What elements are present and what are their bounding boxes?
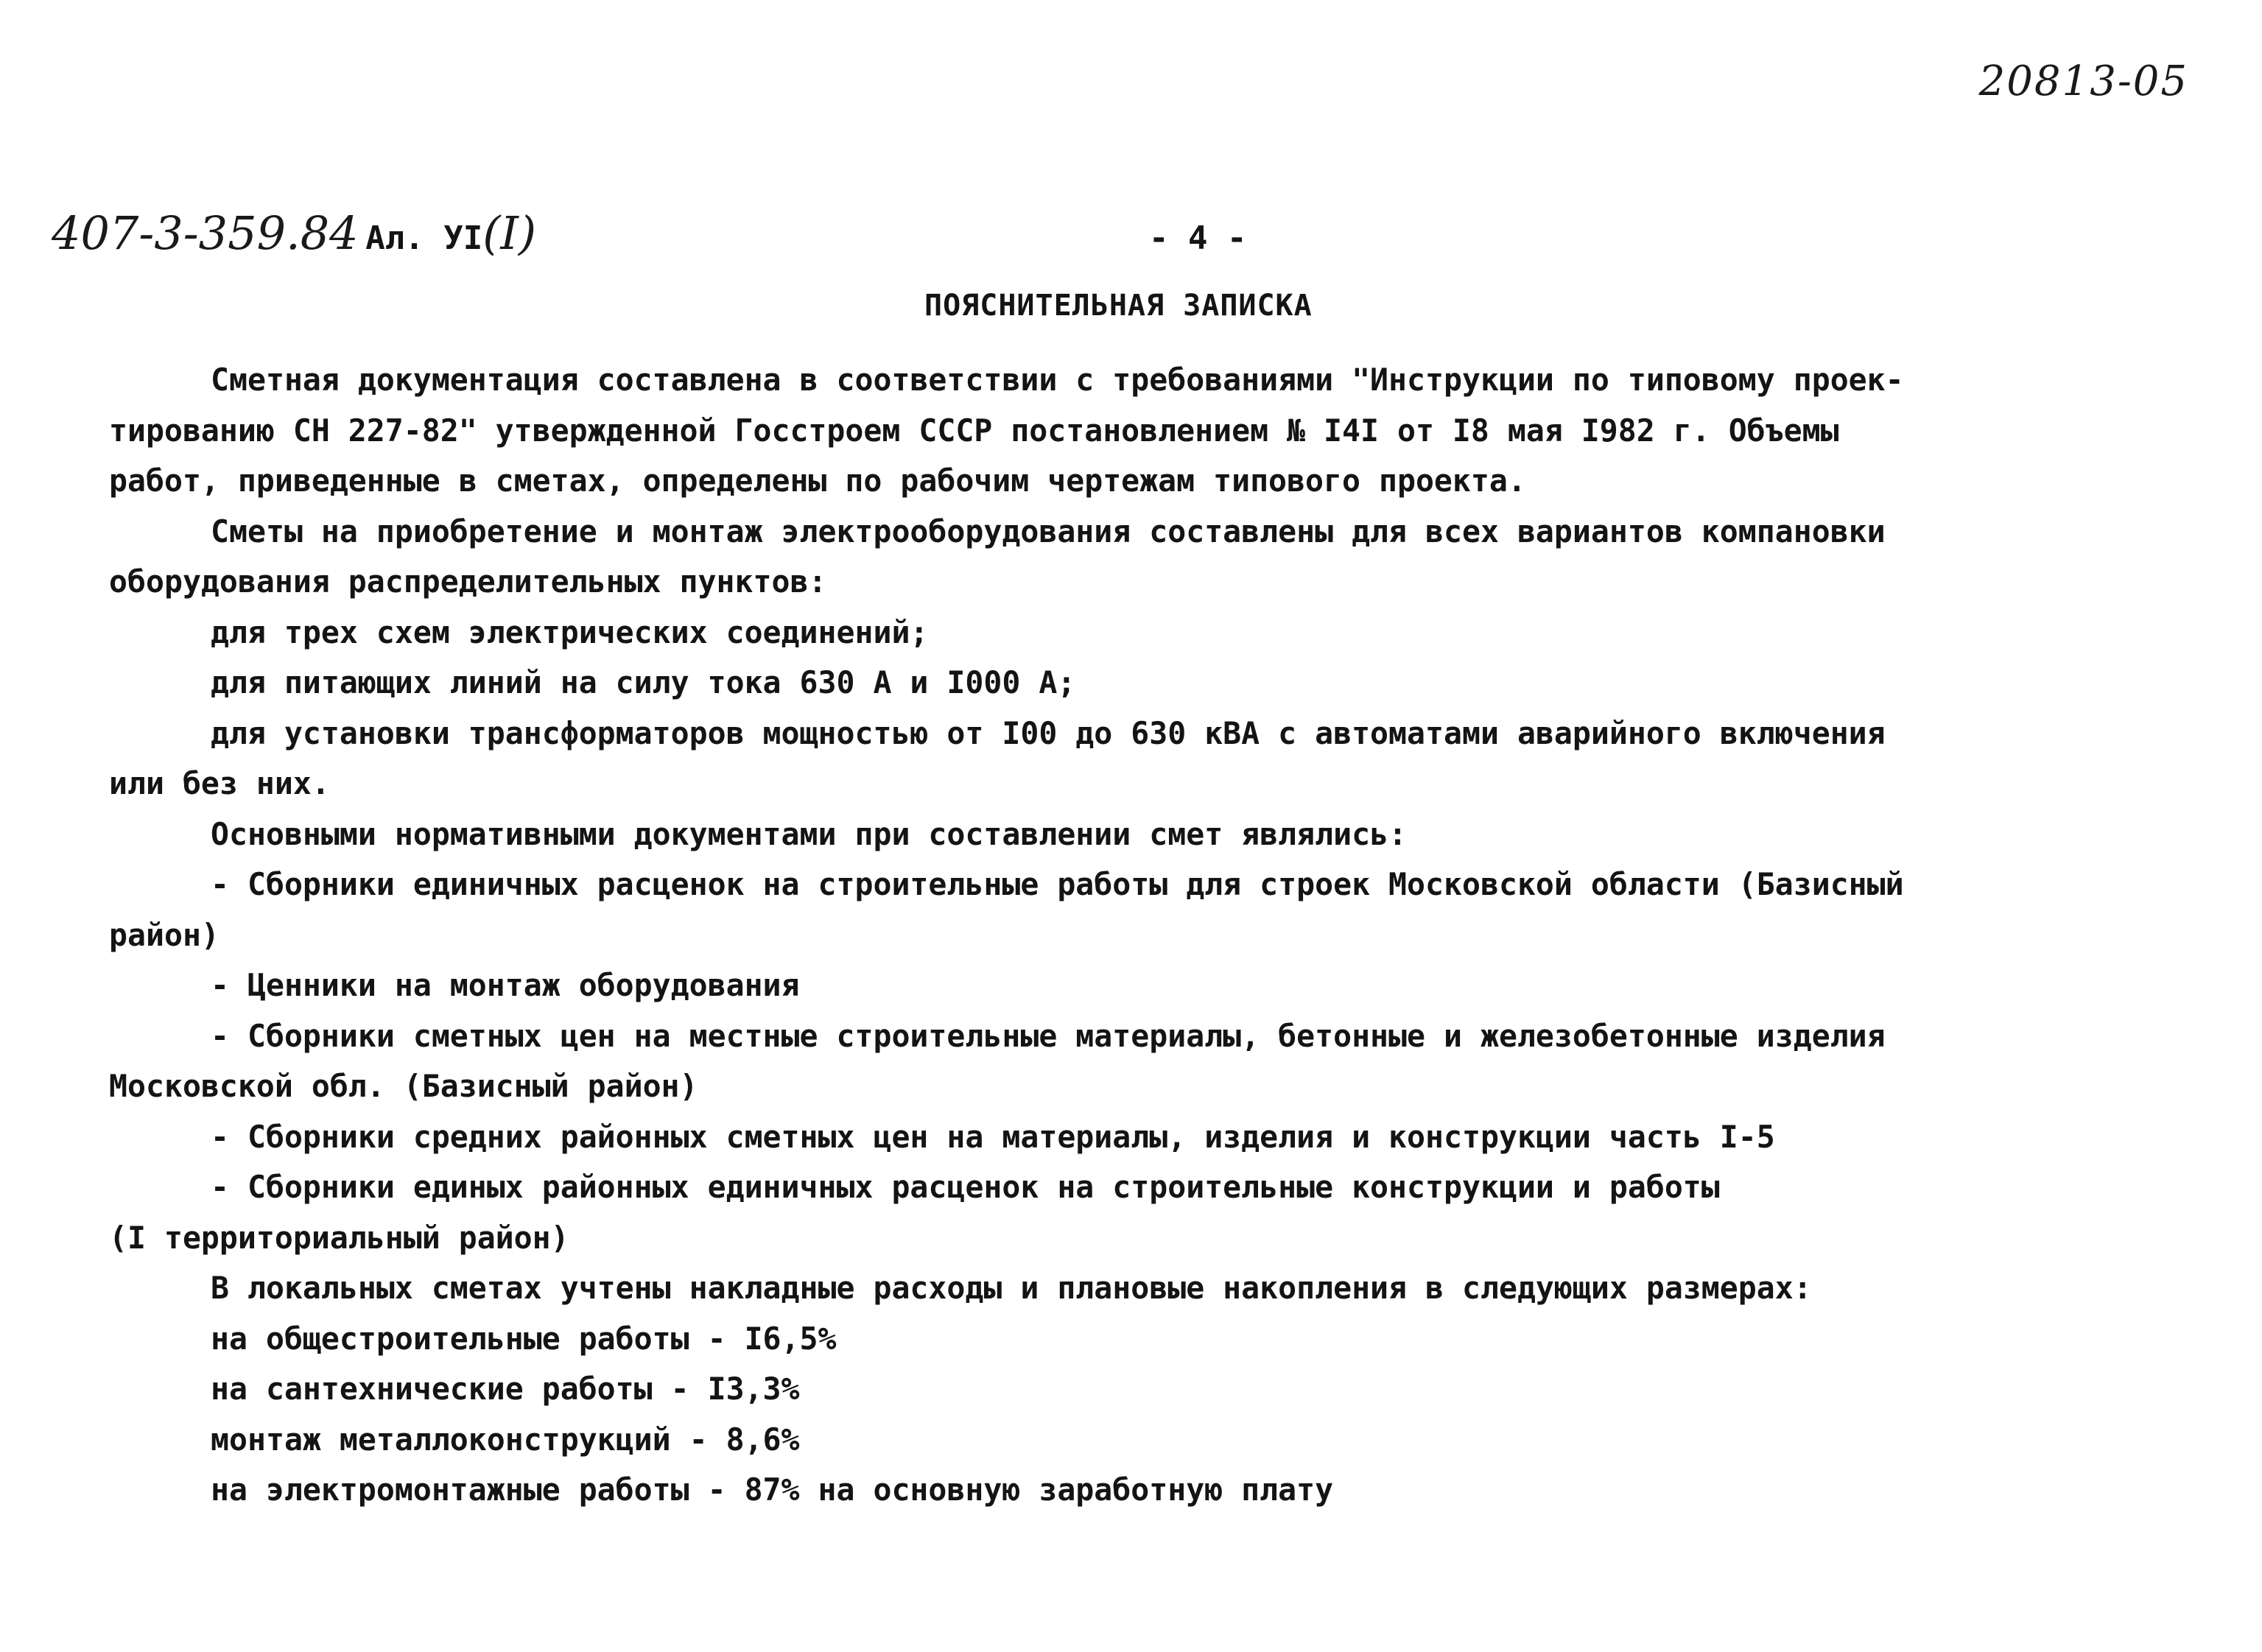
paragraph-line: тированию СН 227-82" утвержденной Госстроем СССР постановлением № I4I от I8 мая I982 г. Объемы (109, 412, 1839, 449)
document-code (52, 206, 536, 260)
document-code-handwritten: 407-3-359.84 (52, 206, 359, 260)
paragraph-line: Основными нормативными документами при составлении смет являлись: (211, 815, 1408, 852)
paragraph-line: работ, приведенные в сметах, определены по рабочим чертежам типового проекта. (109, 463, 1526, 499)
list-item: район) (109, 916, 219, 953)
list-item: или без них. (109, 765, 330, 801)
album-label: Ал. УI (365, 219, 483, 257)
list-item: - Сборники единичных расценок на строительные работы для строек Московской области (Базисный (211, 866, 1904, 902)
paragraph-line: оборудования распределительных пунктов: (109, 563, 827, 600)
list-item: для питающих линий на силу тока 630 А и I000 А; (211, 664, 1076, 700)
list-item: Московской обл. (Базисный район) (109, 1068, 698, 1104)
archive-number: 20813-05 (1978, 57, 2188, 105)
list-item: - Ценники на монтаж оборудования (211, 967, 800, 1003)
list-item: - Сборники средних районных сметных цен на материалы, изделия и конструкции часть I-5 (211, 1118, 1775, 1155)
list-item: (I территориальный район) (109, 1219, 569, 1256)
paragraph-line: В локальных сметах учтены накладные расходы и плановые накопления в следующих размерах: (211, 1270, 1812, 1306)
list-item: для трех схем электрических соединений; (211, 614, 929, 650)
list-item: - Сборники единых районных единичных расценок на строительные конструкции и работы (211, 1169, 1720, 1205)
list-item: на общестроительные работы - I6,5% (211, 1320, 837, 1357)
paragraph-line: Сметы на приобретение и монтаж электрооборудования составлены для всех вариантов компановки (211, 513, 1886, 549)
body-text (109, 355, 2098, 1516)
album-part: (I) (482, 206, 537, 260)
list-item: на электромонтажные работы - 87% на основную заработную плату (211, 1472, 1334, 1508)
list-item: монтаж металлоконструкций - 8,6% (211, 1421, 800, 1458)
list-item: - Сборники сметных цен на местные строительные материалы, бетонные и железобетонные изделия (211, 1017, 1886, 1054)
document-header (52, 206, 2188, 280)
list-item: для установки трансформаторов мощностью от I00 до 630 кВА с автоматами аварийного включения (211, 714, 1886, 751)
paragraph-line: Сметная документация составлена в соответствии с требованиями "Инструкции по типовому проек- (211, 362, 1904, 398)
document-title: ПОЯСНИТЕЛЬНАЯ ЗАПИСКА (924, 289, 1313, 323)
page-number: - 4 - (1149, 219, 1247, 257)
list-item: на сантехнические работы - I3,3% (211, 1371, 800, 1407)
